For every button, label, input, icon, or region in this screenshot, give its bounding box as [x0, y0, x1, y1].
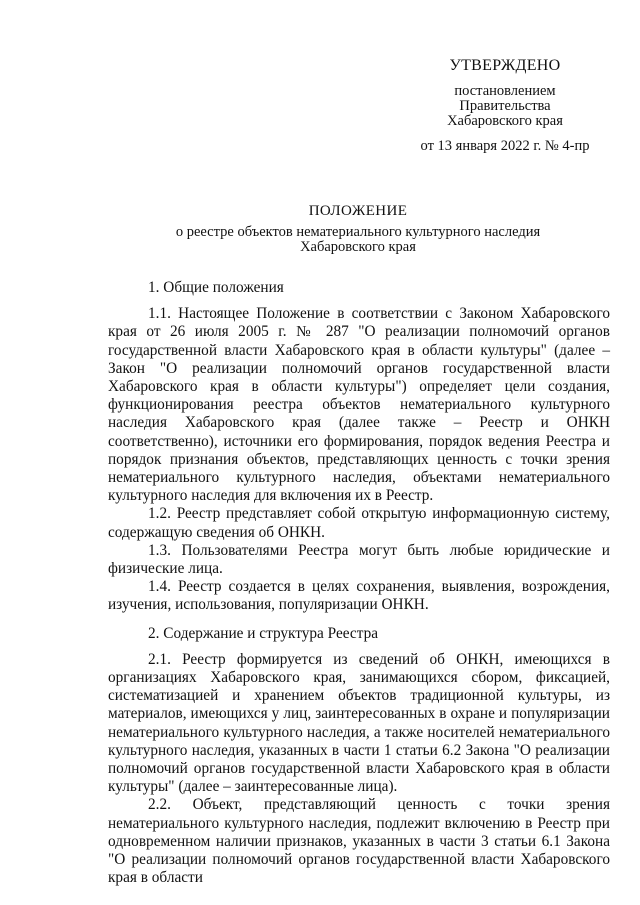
approval-stamp: [400, 58, 610, 154]
title-subtitle: Хабаровского края: [300, 239, 416, 255]
title-heading: ПОЛОЖЕНИЕ: [308, 203, 408, 219]
paragraph: 2.1. Реестр формируется из сведений об ОНКН, имеющихся в организациях Хабаровского края, занимающихся сбором, фиксацией, систематизацией и хранением объектов традиционной культуры, из материалов, имеющихся у лиц, заинтересованных в охране и популяризации нематериального культурного наследия, а также носителей нематериального культурного наследия, указанных в части 1 статьи 6.2 Закона "О реализации полномочий органов государственной власти Хабаровского края в области культуры" (далее – заинтересованные лица).: [108, 650, 610, 796]
approval-line: Правительства: [459, 98, 551, 114]
paragraph: 2.2. Объект, представляющий ценность с точки зрения нематериального культурного наследия, подлежит включению в Реестр при одновременном наличии признаков, указанных в части 3 статьи 6.1 Закона "О реализации полномочий органов государственной власти Хабаровского края в области: [108, 796, 610, 887]
section-heading: 1. Общие положения: [148, 279, 284, 296]
paragraph: 1.4. Реестр создается в целях сохранения, выявления, возрождения, изучения, использования, популяризации ОНКН.: [108, 578, 610, 614]
section-heading: 2. Содержание и структура Реестра: [148, 624, 379, 642]
approval-line: Хабаровского края: [447, 113, 563, 129]
approval-date: от 13 января 2022 г. № 4-пр: [420, 138, 590, 154]
paragraph: 1.2. Реестр представляет собой открытую информационную систему, содержащую сведения об ОНКН.: [108, 505, 610, 541]
document-title: [100, 204, 616, 255]
paragraph: 1.3. Пользователями Реестра могут быть любые юридические и физические лица.: [108, 541, 610, 578]
approval-line: постановлением: [454, 83, 556, 99]
document-body: [108, 279, 610, 888]
paragraph: 1.1. Настоящее Положение в соответствии с Законом Хабаровского края от 26 июля 2005 г. № 287 "О реализации полномочий органов государственной власти Хабаровского края в области культуры" (далее – Закон "О реализации полномочий органов государственной власти Хабаровского края в области культуры") определяет цели создания, функционирования реестра объектов нематериального культурного наследия Хабаровского края (далее также – Реестр и ОНКН соответственно), источники его формирования, порядок ведения Реестра и порядок признания объектов, представляющих ценность с точки зрения нематериального культурного наследия, объектами нематериального культурного наследия для включения их в Реестр.: [108, 305, 610, 505]
title-subtitle: о реестре объектов нематериального культурного наследия: [175, 224, 541, 240]
approval-heading: УТВЕРЖДЕНО: [449, 57, 561, 74]
